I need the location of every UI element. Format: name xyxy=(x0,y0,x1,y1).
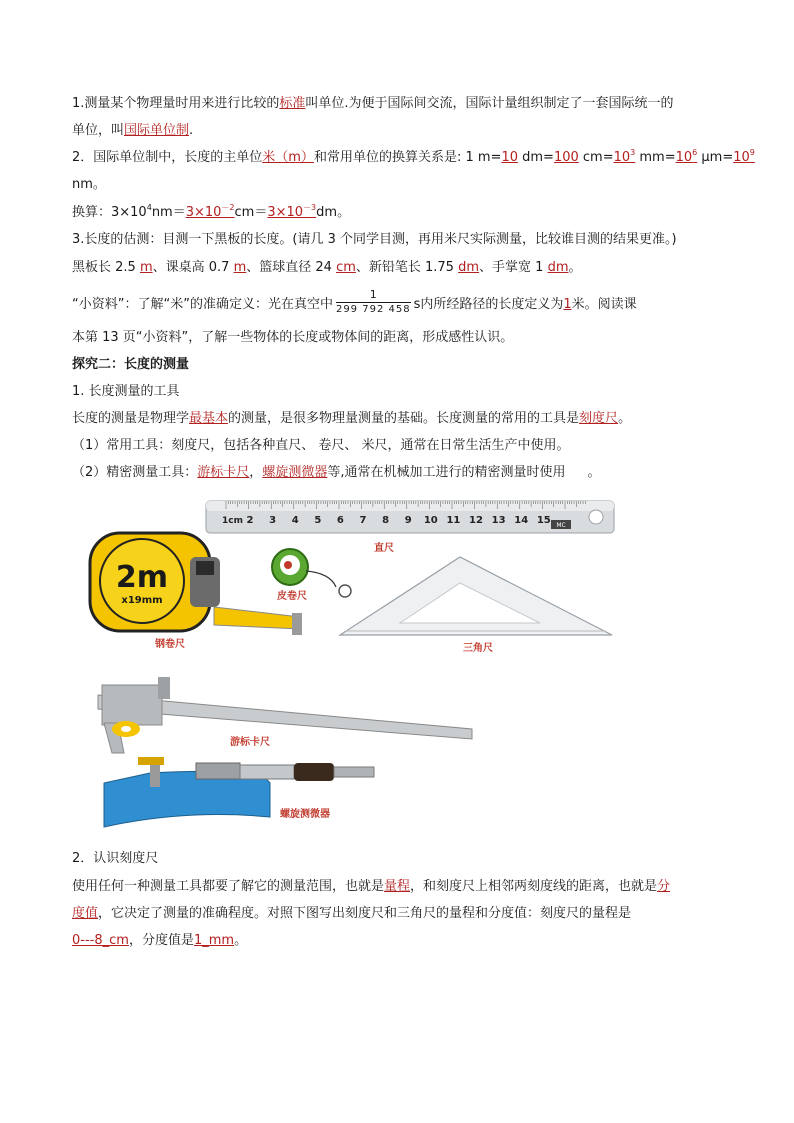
answer: m xyxy=(233,260,247,275)
answer: 刻度尺 xyxy=(579,411,619,426)
ruler-number: 8 xyxy=(382,515,390,526)
ruler-number: 10 xyxy=(423,515,438,526)
text: cm＝ xyxy=(234,205,268,220)
ruler-number: 5 xyxy=(314,515,322,526)
para-unit-def xyxy=(72,94,674,114)
text: 叫单位.为便于国际间交流，国际计量组织制定了一套国际统一的 xyxy=(305,96,674,111)
section-heading: 探究二：长度的测量 xyxy=(72,357,190,372)
para-range-cont xyxy=(72,904,631,924)
para-meter-def-cont xyxy=(72,328,513,348)
answer: 螺旋测微器 xyxy=(262,465,328,480)
numerator: 1 xyxy=(336,288,411,303)
text: 长度的测量是物理学 xyxy=(72,411,190,426)
ruler-number: 2 xyxy=(246,515,254,526)
ruler-number: 14 xyxy=(514,515,529,526)
micrometer-icon xyxy=(104,757,374,827)
para-estimate xyxy=(72,230,677,250)
answer-si: 国际单位制 xyxy=(124,123,190,138)
text: ，分度值是 xyxy=(128,933,194,948)
text: s内所经路径的长度定义为 xyxy=(413,297,564,312)
tape-sub: x19mm xyxy=(121,595,163,606)
fraction xyxy=(336,288,411,317)
answer: 10 xyxy=(675,150,693,165)
ruler-number: 3 xyxy=(269,515,277,526)
sup: 9 xyxy=(749,148,755,157)
text: 等,通常在机械加工进行的精密测量时使用 xyxy=(327,465,566,480)
answer: 3×10 xyxy=(267,205,304,220)
text: 和常用单位的换算关系是: 1 m= xyxy=(313,150,502,165)
ruler-label: 直尺 xyxy=(374,543,394,554)
text: 1.测量某个物理量时用来进行比较的 xyxy=(72,96,280,111)
answer-standard: 标准 xyxy=(279,96,306,111)
soft-tape-icon xyxy=(272,549,351,597)
ruler-number: 13 xyxy=(491,515,506,526)
text: mm= xyxy=(635,150,676,165)
sup: 6 xyxy=(692,148,698,157)
denominator: 299 792 458 xyxy=(335,304,411,315)
text: 。 xyxy=(568,260,582,275)
text: nm。 xyxy=(72,177,106,192)
tape-label: 钢卷尺 xyxy=(155,639,185,650)
text: 。 xyxy=(234,933,248,948)
answer: dm xyxy=(458,260,480,275)
text: 、篮球直径 24 xyxy=(246,260,337,275)
caliper-label: 游标卡尺 xyxy=(230,737,270,748)
text: 。 xyxy=(618,411,632,426)
steel-tape-icon xyxy=(90,533,302,635)
para-range xyxy=(72,877,670,897)
text: ，和刻度尺上相邻两刻度线的距离，也就是 xyxy=(410,879,658,894)
text: 。 xyxy=(587,465,601,480)
ruler-number: 11 xyxy=(446,515,461,526)
text: 3.长度的估测：目测一下黑板的长度。(请几 3 个同学目测，再用米尺实际测量，比较谁目测的结果更准。) xyxy=(72,232,677,247)
answer: 10 xyxy=(501,150,518,165)
text: 的测量，是很多物理量测量的基础。长度测量的常用的工具是 xyxy=(228,411,580,426)
para-exchange xyxy=(72,203,350,223)
answer: 最基本 xyxy=(189,411,229,426)
text: “小资料”：了解“米”的准确定义：光在真空中 xyxy=(72,297,333,312)
answer: m xyxy=(139,260,153,275)
text: dm。 xyxy=(316,205,351,220)
tape-size: 2m xyxy=(115,560,169,595)
text: ，它决定了测量的准确程度。对照下图写出刻度尺和三角尺的量程和分度值：刻度尺的量程是 xyxy=(98,906,632,921)
para-unit-def-cont xyxy=(72,121,193,141)
ruler-number: 6 xyxy=(336,515,344,526)
para-precise-tools xyxy=(72,463,600,483)
text: cm= xyxy=(578,150,614,165)
para-common-tools: （1）常用工具：刻度尺，包括各种直尺、 卷尺、 米尺，通常在日常生活生产中使用。 xyxy=(72,438,570,453)
ruler-number: 4 xyxy=(291,515,299,526)
text: μm= xyxy=(697,150,734,165)
answer: 10 xyxy=(613,150,631,165)
triangle-label: 三角尺 xyxy=(463,643,493,654)
text: nm＝ xyxy=(151,205,186,220)
text: （2）精密测量工具： xyxy=(72,465,198,480)
text: 黑板长 2.5 xyxy=(72,260,140,275)
para-range-answer xyxy=(72,931,247,951)
subheading-ruler: 2．认识刻度尺 xyxy=(72,851,159,866)
answer-meter: 米（m） xyxy=(262,150,314,165)
answer: 100 xyxy=(553,150,579,165)
para-estimate-values xyxy=(72,258,582,278)
para-conversion-cont xyxy=(72,175,106,195)
triangle-ruler-icon xyxy=(340,557,612,635)
text: 使用任何一种测量工具都要了解它的测量范围，也就是 xyxy=(72,879,385,894)
ruler-number: 7 xyxy=(359,515,367,526)
answer-range: 量程 xyxy=(384,879,411,894)
text: 、手掌宽 1 xyxy=(479,260,548,275)
ruler-unit: 1cm xyxy=(222,516,243,526)
text: 2．国际单位制中，长度的主单位 xyxy=(72,150,263,165)
answer-division: 分 xyxy=(657,879,671,894)
text: 米。阅读课 xyxy=(571,297,637,312)
answer: 10 xyxy=(733,150,750,165)
para-tools xyxy=(72,409,631,429)
ruler-number: 9 xyxy=(404,515,412,526)
answer: cm xyxy=(336,260,356,275)
answer: 1 xyxy=(563,297,572,312)
para-meter-def xyxy=(72,290,637,319)
straight-ruler-icon xyxy=(206,501,614,533)
ruler-brand: MC xyxy=(556,522,566,529)
answer-division: 度值 xyxy=(72,906,99,921)
answer-ruler-division: 1_mm xyxy=(193,933,235,948)
text: 单位，叫 xyxy=(72,123,125,138)
answer: dm xyxy=(547,260,569,275)
text: ， xyxy=(249,465,263,480)
para-conversion xyxy=(72,148,755,168)
sup: －2 xyxy=(221,203,235,212)
answer: 3×10 xyxy=(185,205,222,220)
text: dm= xyxy=(517,150,554,165)
ruler-number: 15 xyxy=(536,515,551,526)
text: 本第 13 页“小资料”，了解一些物体的长度或物体间的距离，形成感性认识。 xyxy=(72,330,514,345)
soft-tape-label: 皮卷尺 xyxy=(277,591,307,602)
ruler-number: 12 xyxy=(469,515,483,526)
text: 、课桌高 0.7 xyxy=(152,260,234,275)
sup: －3 xyxy=(303,203,317,212)
vernier-caliper-icon xyxy=(98,677,472,753)
subheading-tools: 1. 长度测量的工具 xyxy=(72,384,180,399)
text: 换算：3×10 xyxy=(72,205,147,220)
text: . xyxy=(189,123,194,138)
answer: 游标卡尺 xyxy=(197,465,250,480)
answer-ruler-range: 0---8_cm xyxy=(72,933,129,948)
sup: 3 xyxy=(630,148,636,157)
tools-figure xyxy=(0,495,794,845)
sup: 4 xyxy=(146,203,152,212)
micrometer-label: 螺旋测微器 xyxy=(280,809,330,820)
text: 、新铅笔长 1.75 xyxy=(355,260,459,275)
